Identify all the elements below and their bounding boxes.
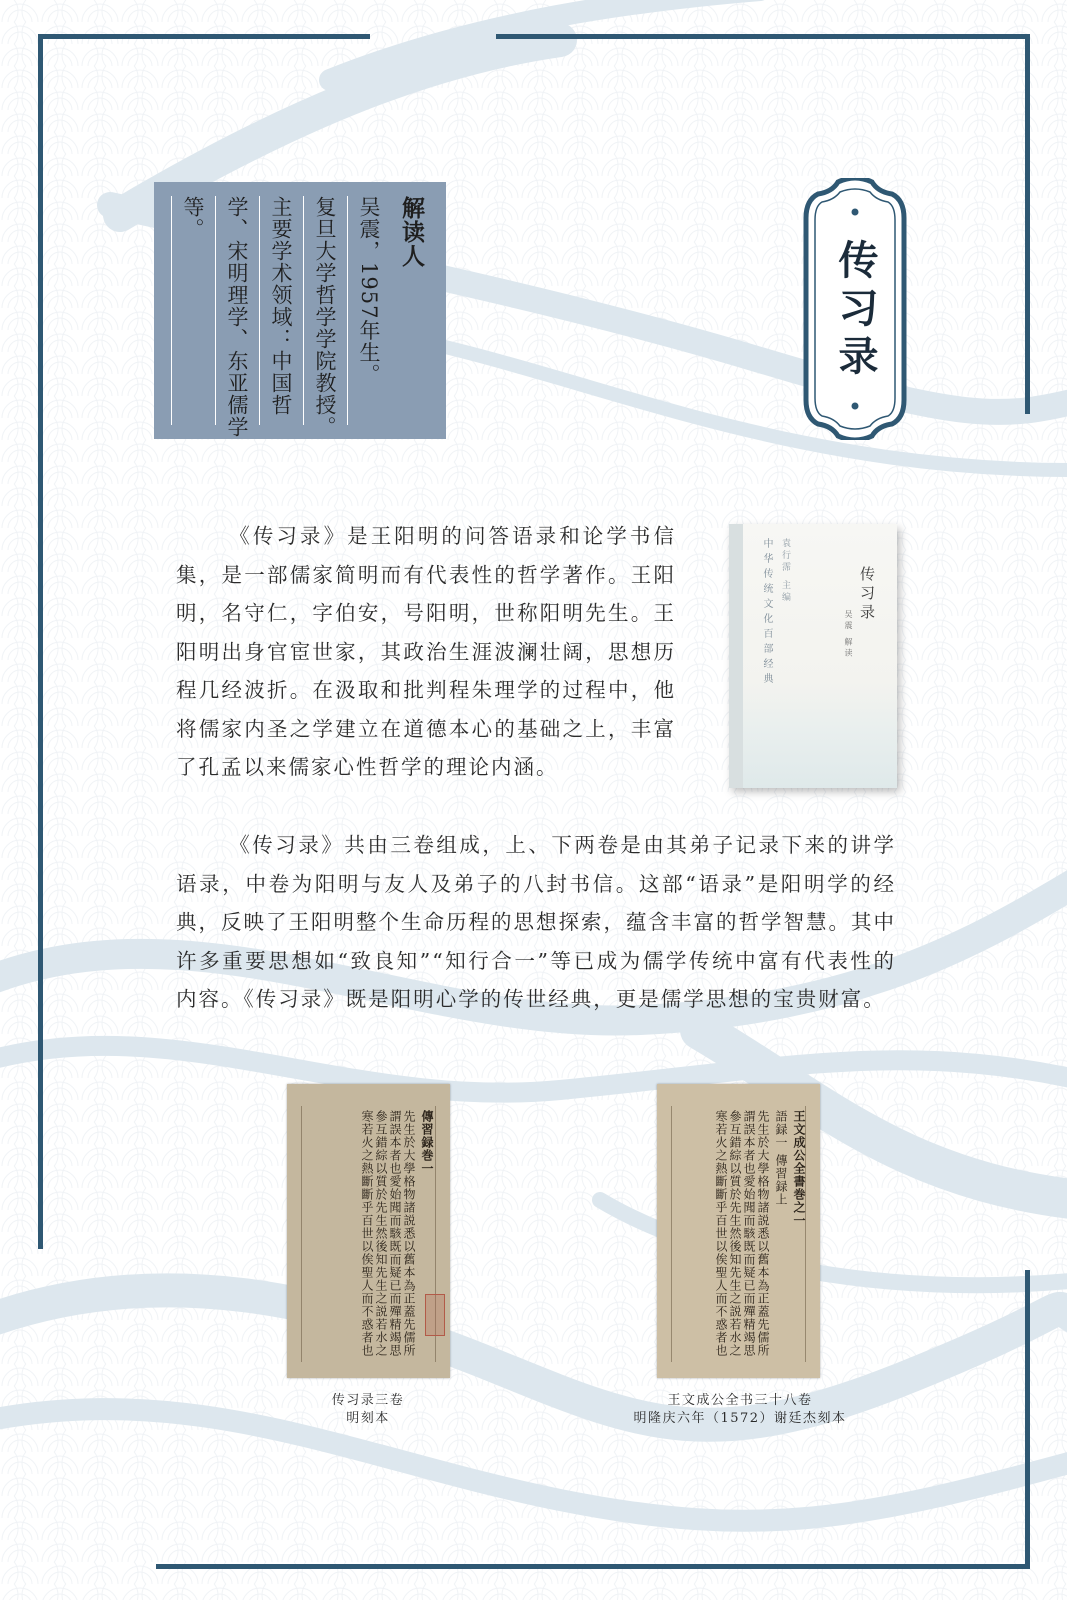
caption-longqing-edition bbox=[610, 1392, 870, 1428]
structure-paragraph: 《传习录》共由三卷组成，上、下两卷是由其弟子记录下来的讲学语录，中卷为阳明与友人及弟子的八封书信。这部“语录”是阳明学的经典，反映了王阳明整个生命历程的思想探索，蕴含丰富的哲学智慧。其中许多重要思想如“致良知”“知行合一”等已成为儒学传统中富有代表性的内容。《传习录》既是阳明心学的传世经典，更是儒学思想的宝贵财富。 bbox=[176, 833, 896, 1011]
frame-bottom bbox=[156, 1564, 1030, 1569]
interpreter-box bbox=[154, 182, 446, 439]
frame-right bbox=[1025, 34, 1030, 414]
frame-right-lower bbox=[1025, 1270, 1030, 1568]
book-spine bbox=[729, 524, 743, 788]
longqing-edition-scan bbox=[657, 1084, 820, 1378]
intro-paragraph: 《传习录》是王阳明的问答语录和论学书信集，是一部儒家简明而有代表性的哲学著作。王阳明，名守仁，字伯安，号阳明，世称阳明先生。王阳明出身官宦世家，其政治生涯波澜壮阔，思想历程几经波折。在汲取和批判程朱理学的过程中，他将儒家内圣之学建立在道德本心的基础之上，丰富了孔孟以来儒家心性哲学的理论内涵。 bbox=[176, 524, 676, 779]
interpreter-line-5: 等。 bbox=[171, 196, 214, 425]
book-series: 中华传统文化百部经典 bbox=[761, 538, 772, 688]
plaque-dot-top bbox=[852, 209, 859, 216]
interpreter-line-1: 吴震，1957年生。 bbox=[347, 196, 390, 425]
scan2-header: 王文成公全書巻之一 bbox=[792, 1110, 806, 1227]
frame-left bbox=[38, 34, 43, 1249]
book-series-editor: 袁行霈 主编 bbox=[780, 538, 790, 604]
book-title: 传习录 bbox=[858, 566, 876, 623]
caption1-line1: 传习录三卷 bbox=[331, 1393, 405, 1408]
frame-top-right bbox=[496, 34, 1030, 39]
caption2-line2: 明隆庆六年（1572）谢廷杰刻本 bbox=[633, 1411, 847, 1426]
caption-ming-edition bbox=[278, 1392, 458, 1428]
scan1-header: 傳習録巻一 bbox=[420, 1110, 434, 1175]
scan1-text: 先生於大學格物諸説悉以舊本為正蓋先儒所謂誤本者也愛始聞而駭既而疑已而殫精竭思參互錯綜以質於先生然後知先生之説若水之寒若火之熱斷斷乎百世以俟聖人而不惑者也 bbox=[360, 1110, 416, 1357]
book-cover-image bbox=[729, 524, 897, 788]
seal-stamp bbox=[425, 1294, 445, 1336]
frame-top-left bbox=[38, 34, 370, 39]
interpreter-line-4: 学、宋明理学、东亚儒学 bbox=[215, 196, 258, 425]
interpreter-heading: 解读人 bbox=[398, 196, 425, 268]
caption1-line2: 明刻本 bbox=[346, 1411, 390, 1426]
plaque-dot-bottom bbox=[852, 403, 859, 410]
page-title: 传习录 bbox=[832, 239, 879, 383]
scan2-text: 先生於大學格物諸説悉以舊本為正蓋先儒所謂誤本者也愛始聞而駭既而疑已而殫精竭思參互錯綜以質於先生然後知先生之説若水之寒若火之熱斷斷乎百世以俟聖人而不惑者也 bbox=[714, 1110, 770, 1357]
scan2-sub: 語録一 傳習録上 bbox=[774, 1110, 788, 1206]
ming-edition-scan bbox=[287, 1084, 450, 1378]
interpreter-line-3: 主要学术领域：中国哲 bbox=[259, 196, 302, 425]
interpreter-line-2: 复旦大学哲学学院教授。 bbox=[303, 196, 346, 425]
book-author: 吴震 解读 bbox=[844, 610, 853, 660]
caption2-line1: 王文成公全书三十八卷 bbox=[667, 1393, 813, 1408]
